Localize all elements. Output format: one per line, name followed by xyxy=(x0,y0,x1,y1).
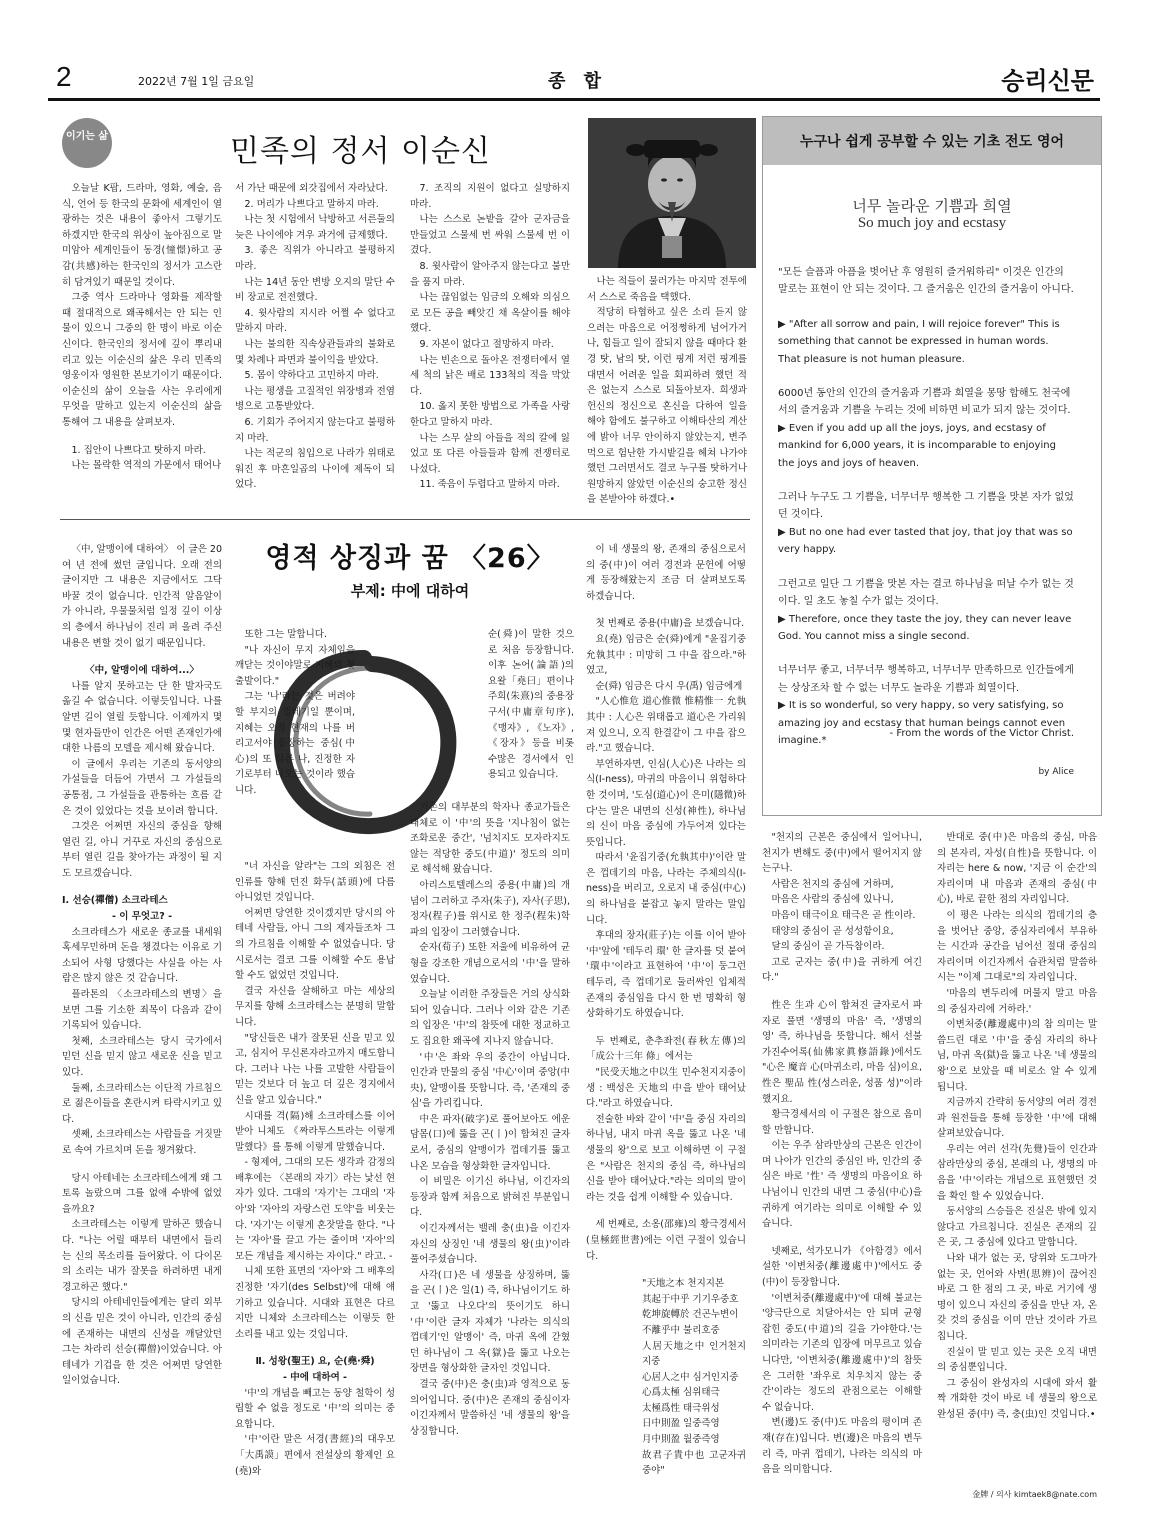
article1-column-4 xyxy=(587,274,747,508)
paragraph-korean: "모든 슬픔과 아픔을 벗어난 후 영원히 즐거워하리" 이것은 인간의 말로는 표현이 안 되는 것이다. 그 즐거움은 인간의 즐거움이 아니다. xyxy=(778,267,1074,296)
paragraph: 이 비밀은 이기신 하나님, 이긴자의 등장과 함께 처음으로 밝혀진 부분입니다. xyxy=(410,1176,570,1219)
paragraph: 1. 집안이 나쁘다고 탓하지 마라. xyxy=(71,444,206,456)
paragraph: 소크라테스가 새로운 종교를 내세워 혹세무민하며 돈을 챙겼다는 이유로 기소되어 사형 당했다는 사실을 아는 사람은 많지 않은 것 같습니다. xyxy=(62,926,222,985)
section-heading: 〈中, 알맹이에 대하여...〉 xyxy=(85,665,199,677)
column-badge: 이기는 삶 xyxy=(62,118,112,168)
box-banner-title: 누구나 쉽게 공부할 수 있는 기초 전도 영어 xyxy=(799,134,1065,150)
paragraph: 9. 자본이 없다고 절망하지 마라. xyxy=(419,338,554,350)
paragraph: 결국 자신을 살해하고 마는 세상의 무지를 향해 소크라테스는 분명히 말합니다. xyxy=(235,985,395,1028)
article1-column-3 xyxy=(410,181,570,493)
paragraph: 나를 알지 못하고는 단 한 발자국도 옮길 수 없습니다. 이렇듯입니다. 나를 알면 길이 열릴 듯합니다. 이제까지 몇몇 현자들만이 인간은 어떤 존재인가에 대한 나름의 모델을 제시해 왔습니다. xyxy=(62,680,222,755)
paragraph: 나는 스무 살의 아들을 적의 칼에 잃었고 또 다른 아들들과 함께 전쟁터로 나섰다. xyxy=(410,432,570,475)
paragraph: 이변처중(離邊處中)의 참 의미는 말씀드린 대로 '中'을 중심 자리의 하나님, 마귀 옥(獄)을 뚫고 나온 '네 생물의 왕'으로 보았을 때 비로소 알 수 있게 됩니다. xyxy=(937,1019,1097,1093)
paragraph: 5. 몸이 약하다고 고민하지 마라. xyxy=(244,370,379,382)
paragraph: 순자(荀子) 또한 저울에 비유하여 균형을 강조한 개념으로서의 '中'을 말하였습니다. xyxy=(410,942,570,985)
paragraph: 나는 14년 동안 변방 오지의 말단 수비 장교로 전전했다. xyxy=(235,276,395,304)
article2-subtitle: 부제: 中에 대하여 xyxy=(350,582,470,600)
portrait-image xyxy=(588,118,756,268)
paragraph: 기존의 대부분의 학자나 종교가들은 대체로 이 '中'의 뜻을 '지나침이 없는 조화로운 중간', '넘치지도 모자라지도 않는 적당한 중도(中道)' 정도의 의미로 해석해 왔습니다. xyxy=(410,802,570,876)
paragraph: 나는 불의한 직속상관들과의 불화로 몇 차례나 파면과 불이익을 받았다. xyxy=(235,338,395,366)
verse-line: 달의 중심이 곧 가득참이라. xyxy=(771,941,885,953)
paragraph: 반대로 중(中)은 마음의 중심, 마음의 본자리, 자성(自性)을 뜻합니다. 이 자리는 here & now, '지금 이 순간'의 자리이며 내 마음과 존재의 중심(中心), 바로 끝한 점의 자리입니다. xyxy=(937,832,1097,906)
paragraph: '이변처중(離邊處中)'에 대해 불교는 '양극단으로 치달아서는 안 되며 균형 잡힌 중도(中道)의 길을 가야한다.'는 의미라는 기존의 입장에 머무르고 있습니다만, '이변처중(離邊處中)'의 참뜻은 그러한 '좌우로 치우치지 않는 중간'이라는 정도의 관점으로는 이해할 수 없습니다. xyxy=(762,1292,922,1413)
paragraph: 플라톤의 〈소크라테스의 변명〉을 보면 그를 기소한 죄목이 다음과 같이 기록되어 있습니다. xyxy=(62,989,222,1032)
paragraph: "너 자신을 알라"는 그의 외침은 전 인류를 향해 던진 화두(話頭)에 다름 아니었던 것입니다. xyxy=(235,861,395,904)
byline: by Alice xyxy=(1038,767,1074,777)
section-name: 종 합 xyxy=(548,71,608,92)
paragraph: 그것은 어쩌면 자신의 중심을 향해 열린 길, 아니 거꾸로 자신의 중심으로부터 열린 길을 찾아가는 과정이 될 지도 모르겠습니다. xyxy=(62,821,222,879)
paragraph: 이 평은 나라는 의식의 껍데기의 층을 벗어난 중앙, 중심자리에서 부유하는 시간과 공간을 넘어선 절대 중심의 자리이며 이긴자께서 습관처럼 말씀하시는 "이제 그대로"의 자리입니다. xyxy=(937,909,1097,984)
article2-column-4 xyxy=(586,542,746,1479)
verse-line: 마음은 사람의 중심에 있나니, xyxy=(771,894,894,906)
hanja-verse: "天地之本 천지지본 其起于中乎 기기우중호 乾坤旋轉於 건곤누변이 不離乎中 불리호중 人居天地之中 인거천지지중 心居人之中 심거인지중 心爲太極 심위태극 太極爲性 태극위성 日中則盈 일중즉영 月中則盈 월중즉영 故君子貴中也 고군자귀중야" xyxy=(642,1278,746,1477)
paragraph: 나는 스스로 논밭을 갈아 군자금을 만들었고 스물세 번 싸워 스물세 번 이겼다. xyxy=(410,214,570,257)
verse-line: 사람은 천지의 중심에 거하며, xyxy=(771,878,894,890)
page-header xyxy=(48,55,1100,101)
paragraph: 또한 그는 말합니다. xyxy=(244,629,327,640)
paragraph: 니체 또한 표면의 '자아'와 그 배후의 진정한 '자기(des Selbst)'에 대해 얘기하고 있습니다. 시대와 표현은 다르지만 니체와 소크라테스는 이렇듯 한 소리를 내고 있는 것입니다. xyxy=(235,1266,395,1340)
paragraph: 이 네 생물의 왕, 존재의 중심으로서의 중(中)이 여러 경전과 문헌에 어떻게 등장해왔는지 조금 더 살펴보도록 하겠습니다. xyxy=(586,544,746,602)
paragraph-korean: 그러나 누구도 그 기쁨을, 너무너무 행복한 그 기쁨을 맛본 자가 없었던 것이다. xyxy=(778,492,1074,521)
paragraph: '中'이란 말은 서경(書經)의 대우모「大禹謨」편에서 전설상의 황제인 요(堯)와 xyxy=(235,1434,395,1477)
paragraph: 지금까지 간략히 동서양의 여러 경전과 원전들을 통해 등장한 '中'에 대해 살펴보았습니다. xyxy=(937,1097,1097,1140)
paragraph: 소크라테스는 이렇게 말하곤 했습니다. "나는 어릴 때부터 내면에서 들리는 신의 목소리를 들어왔다. 이 다이몬의 소리는 내가 잘못을 하려하면 내게 경고하곤 했다." xyxy=(62,1219,222,1293)
paragraph: 첫 번째로 중용(中庸)을 보겠습니다. xyxy=(595,618,745,630)
section-heading: Ⅰ. 선승(禪僧) 소크라테스 xyxy=(62,895,168,907)
paragraph-english: ▶ It is so wonderful, so very happy, so very satisfying, so amazing joy and ecstasy that human beings cannot even imagine.* xyxy=(778,700,1066,746)
paragraph: 나는 끊임없는 임금의 오해와 의심으로 모든 공을 빼앗긴 채 옥살이를 해야 했다. xyxy=(410,292,570,335)
box-title-english: So much joy and ecstasy xyxy=(857,215,1007,231)
paragraph: 그 중심이 완성자의 시대에 와서 활짝 개화한 것이 바로 네 생물의 왕으로 완성된 중(中) 즉, 충(虫)인 것입니다.• xyxy=(937,1377,1097,1420)
paragraph: 요(堯) 임금은 순(舜)에게 "윤집기중 允執其中 : 미망히 그 中을 잡으라."하였고, xyxy=(586,633,746,677)
paragraph: - 형제여, 그대의 모든 생각과 감정의 배후에는 〈본래의 자기〉라는 낯선 현자가 있다. 그대의 '자기'는 그대의 '자아'와 '자아의 자랑스런 도약'을 비웃는다. '자기'는 이렇게 혼잣말을 한다. "나는 '자아'를 끌고 가는 줄이며 '자아'의 모든 개념을 제시하는 자이다." 라고. - xyxy=(235,1157,395,1262)
article2-column-5 xyxy=(762,830,922,1478)
paragraph: 결국 중(中)은 충(虫)과 영적으로 동의어입니다. 중(中)은 존재의 중심이자 이긴자께서 말씀하신 '네 생물의 왕'을 상징합니다. xyxy=(410,1378,570,1437)
issue-date: 2022년 7월 1일 금요일 xyxy=(138,75,255,88)
paragraph: 적당히 타협하고 싶은 소리 듣지 않으려는 마음으로 어정쩡하게 넘어가거나, 힘들고 일이 잘되지 않을 때마다 환경 탓, 남의 탓, 이런 핑계 저런 핑계를 대면서 어려운 일을 회피하려 했던 적은 없는지 스스로 되돌아보자. 희생과 헌신의 정신으로 혼신을 다하여 일을 해야 함에도 불구하고 이해타산의 계산에 밝아 너무 안이하지 않았는지, 변주먹으로 험난한 가시밭길을 헤쳐 나가야 했던 그러면서도 결코 누구를 탓하거나 원망하지 않았던 이순신의 숭고한 정신을 본받아야 하겠다.• xyxy=(587,307,747,506)
paragraph: '中'은 좌와 우의 중간이 아닙니다. 인간과 만물의 중심 '中心'이며 중앙(中央), 알맹이를 뜻합니다. 즉, '존재의 중심'을 가리킵니다. xyxy=(410,1051,570,1110)
paragraph: 나는 첫 시험에서 낙방하고 서른둘의 늦은 나이에야 겨우 과거에 급제했다. xyxy=(235,214,395,241)
article2-column-2 xyxy=(235,859,395,1479)
paragraph: 당시의 아테네인들에게는 달리 외부의 신을 믿은 것이 아니라, 인간의 중심에 존재하는 내면의 신성을 깨달았던 그는 차라리 선승(禪僧)이었습니다. 아테네가 기겁을 한 것은 어쩌면 당연한 일이었습니다. xyxy=(62,1297,222,1387)
article2-column-6 xyxy=(937,830,1097,1423)
paragraph: 10. 옳지 못한 방법으로 가족을 사랑한다고 말하지 마라. xyxy=(410,401,570,428)
paragraph: 오늘날 K팝, 드라마, 영화, 예술, 음식, 언어 등 한국의 문화에 세계인이 열광하는 것은 내용이 좋아서 그렇기도 하겠지만 한국의 위상이 높아짐으로 말미암아 세계인들이 동경(憧憬)하고 공감(共感)하는 한국인의 정서가 고스란히 담겨있기 때문일 것이다. xyxy=(62,183,222,288)
admiral-portrait-icon xyxy=(588,118,756,268)
article1-title: 민족의 정서 이순신 xyxy=(230,134,491,169)
article2-column-3 xyxy=(410,800,570,1439)
paragraph: 나와 내가 없는 곳, 당위와 도그마가 없는 곳, 언어와 사변(思辨)이 끊어진 바로 그 한 점의 그 곳, 바로 거기에 생명이 있으니 자신의 중심을 만난 자, 온갖 것의 중심을 이미 만난 것이라 가르칩니다. xyxy=(937,1253,1097,1342)
paragraph: 황극경세서의 이 구절은 참으로 음미할 만합니다. xyxy=(762,1109,922,1136)
paragraph: 세 번째로, 소옹(邵雍)의 황극경세서(皇極經世書)에는 이런 구절이 있습니다. xyxy=(586,1219,746,1262)
paragraph: 그는 '나'라는 것은 버려야할 부지의 껍데기일 뿐이며, 지혜는 오직 현재의 나를 버리고서야 등장하는 중심(中心)의 또 다른 나, 진정한 자기로부터 나오는 것이라 했습니다. xyxy=(235,691,355,796)
paragraph: 따라서 '윤집기중(允執其中)'이란 말은 껍데기의 마음, 나라는 주체의식(I-ness)을 버리고, 오로지 내 중심(中心)의 하나님을 붙잡고 놓지 말라는 말입니다. xyxy=(586,852,746,926)
paragraph: '마음의 변두리에 머물지 말고 마음의 중심자리에 거하라.' xyxy=(937,987,1097,1015)
article1-column-2 xyxy=(235,181,395,493)
paragraph: 아리스토텔레스의 중용(中庸)의 개념이 그러하고 주자(朱子), 자사(子思), 정자(程子)를 위시로 한 정주(程朱)학파의 입장이 그러했습니다. xyxy=(410,879,570,938)
paragraph: 서 가난 때문에 외갓집에서 자라났다. xyxy=(235,183,388,194)
paragraph: 나는 적들이 물러가는 마지막 전투에서 스스로 죽음을 택했다. xyxy=(587,276,747,303)
quote-source: - From the words of the Victor Christ. xyxy=(889,728,1074,739)
box-body xyxy=(778,264,1074,749)
paragraph: 이긴자께서는 밸레 충(虫)을 이긴자 자신의 상징인 '네 생물의 왕(虫)'이라 풀어주셨습니다. xyxy=(410,1223,570,1266)
paragraph: 둘째, 소크라테스는 이단적 가르침으로 젊은이들을 혼란시켜 타락시키고 있다. xyxy=(62,1082,222,1125)
paragraph: 사각(口)은 네 생물을 상징하며, 뚫을 곤(丨)은 일(1) 즉, 하나님이기도 하고 '뚫고 나오다'의 뜻이기도 하니 '中'이란 글자 자체가 '나라는 의식의 껍데기'인 알맹이' 즉, 마귀 옥에 갇혔던 하나님이 그 옥(獄)을 뚫고 나오는 장면을 형상화한 글자인 것입니다. xyxy=(410,1269,570,1375)
paragraph: 11. 죽음이 두렵다고 말하지 마라. xyxy=(419,479,560,491)
paragraph: 그중 역사 드라마나 영화를 제작할 때 절대적으로 왜곡해서는 안 되는 인물이 있으니 그중의 한 명이 바로 이순신이다. 한국인의 정서에 깊이 뿌리내리고 있는 이순신의 삶은 우리 민족의 영웅이자 영원한 본보기이기 때문이다. 이순신의 삶이 오늘을 사는 우리에게 무엇을 말하고 있는지 이순신의 삶을 통해여 그 내용을 살펴보자. xyxy=(62,292,222,428)
paragraph: 오늘날 이러한 주장들은 거의 상식화되어 있습니다. 그러나 이와 같은 기존의 입장은 '中'의 참뜻에 대한 정교하고도 집요한 왜곡에 지나지 않습니다. xyxy=(410,989,570,1047)
section-divider xyxy=(60,519,750,520)
paragraph-english: ▶ But no one had ever tasted that joy, that joy that was so very happy. xyxy=(778,526,1073,556)
paragraph: 전술한 바와 같이 '中'을 중심 자리의 하나님, 내지 마귀 옥을 뚫고 나온 '네 생물의 왕'으로 보고 이해하면 이 구절은 "사람은 천지의 중심 즉, 하나님의 신을 받아 태어났다."라는 의미의 말이라는 것을 쉽게 이해할 수 있습니다. xyxy=(586,1113,746,1203)
verse-line: 마음이 태극이요 태극은 곧 性이라. xyxy=(771,909,916,921)
article2-title: 영적 상징과 꿈 〈26〉 xyxy=(265,543,555,574)
paragraph-korean: 6000년 동안의 인간의 즐거움과 기쁨과 희열을 몽땅 합해도 천국에서의 즐거움과 기쁨을 누리는 것에 비하면 비교가 되지 않는 것이다. xyxy=(778,388,1071,417)
verse-line: "천지의 근본은 중심에서 일어나니, 천지가 변해도 중(中)에서 떨어지지 않는구나. xyxy=(762,832,922,875)
paragraph: 4. 윗사람의 지시라 어쩔 수 없다고 말하지 마라. xyxy=(235,307,395,335)
author-credit: 金牌 / 의사 kimtaek8@nate.com xyxy=(972,1490,1097,1499)
paragraph: 나는 적군의 침입으로 나라가 위태로워진 후 마흔일곱의 나이에 제독이 되었다. xyxy=(235,448,395,491)
paragraph: '中'의 개념을 빼고는 동양 철학이 성립할 수 없을 정도로 '中'의 의미는 중요합니다. xyxy=(235,1387,395,1430)
paragraph: 순(舜)이 말한 것으로 처음 등장합니다. 이후 논어(論語)의 요왈「堯曰」편이나 주희(朱熹)의 중용장구서(中庸章句序), 《맹자》, 《노자》, 《장자》등을 비롯 수많은 경서에서 인용되고 있습니다. xyxy=(488,629,574,781)
paragraph: "당신들은 내가 잘못된 신을 믿고 있고, 심지어 무신론자라고까지 매도합니다. 그러나 나는 나를 고발한 사람들이 믿는 것보다 더 높고 더 깊은 경지에서 신을 알고 있습니다." xyxy=(235,1032,395,1106)
paragraph: 이 글에서 우리는 기존의 동서양의 가설들을 더듬어 가면서 그 가설들의 공통점, 그 가설들을 관통하는 흐름 같은 것이 있었다는 것을 보이려 합니다. xyxy=(62,758,222,817)
section-heading: Ⅱ. 성왕(聖王) 요, 순(堯·舜) xyxy=(255,1356,375,1368)
paragraph-english: ▶ Therefore, once they taste the joy, they can never leave God. You cannot miss a single second. xyxy=(778,613,1072,642)
section-subheading: - 中에 대하여 - xyxy=(282,1372,348,1383)
paragraph: "民受天地之中以生 민수천지지중이생 : 백성은 天地의 中을 받아 태어났다."라고 하였습니다. xyxy=(586,1067,746,1110)
article2-column-3-top xyxy=(488,627,574,783)
newspaper-logo: 승리신문 xyxy=(1001,67,1094,95)
paragraph: 셋째, 소크라테스는 사람들을 거짓말로 속여 가르치며 돈을 챙겨왔다. xyxy=(62,1129,222,1156)
article2-column-2-top xyxy=(235,627,355,799)
box-title-korean: 너무 놀라운 기쁨과 희열 xyxy=(852,197,1012,215)
paragraph: 순(舜) 임금은 다시 우(禹) 임금에게 xyxy=(595,680,743,692)
article1-column-1 xyxy=(62,181,222,474)
page-number: 2 xyxy=(56,61,72,92)
paragraph: 2. 머리가 나쁘다고 말하지 마라. xyxy=(244,198,379,210)
paragraph: 6. 기회가 주어지지 않는다고 불평하지 마라. xyxy=(235,416,395,444)
paragraph-english: ▶ Even if you add up all the joys, joys, and ecstasy of mankind for 6,000 years, it is incomparable to enjoying the joys and joys of heaven. xyxy=(778,422,1056,469)
paragraph: 7. 조직의 지원이 없다고 실망하지 마라. xyxy=(410,183,570,210)
paragraph: 〈中, 알맹이에 대하여〉 이 글은 20여 년 전에 썼던 글입니다. 오래 전의 글이지만 그 내용은 지금에서도 그닥 바꿀 것이 없습니다. 인간적 알음알이가 아니라, 우물물처럼 일정 깊이 이상의 층에서 하나님이 진리 퍼 올려 주신 내용은 변할 것이 없기 때문입니다. xyxy=(62,544,222,649)
paragraph: 나는 몰락한 역적의 가문에서 태어나 xyxy=(71,460,222,472)
paragraph: 中은 파자(破字)로 풀어보아도 에운담몸(口)에 뚫을 곤(丨)이 합쳐진 글자로서, 중심의 알맹이가 껍데기를 뚫고 나온 모습을 형상화한 글자입니다. xyxy=(410,1113,570,1172)
paragraph: 8. 윗사람이 알아주지 않는다고 불만을 품지 마라. xyxy=(410,260,570,288)
paragraph: 넷째로, 석가모니가 《아함경》에서 설한 '이변처중(離邊處中)'에서도 중(中)이 등장합니다. xyxy=(762,1245,922,1289)
paragraph: 나는 평생을 고질적인 위장병과 전염병으로 고통받았다. xyxy=(235,385,395,413)
paragraph: 시대를 격(隔)해 소크라테스를 이어받아 니체도 《짜라투스트라는 이렇게 말했다》를 통해 이렇게 말했습니다. xyxy=(235,1110,395,1153)
article2-column-1 xyxy=(62,542,222,1389)
paragraph-korean: 너무너무 좋고, 너무너무 행복하고, 너무너무 만족하므로 인간들에게는 상상조차 할 수 없는 너무도 놀라운 기쁨과 희열이다. xyxy=(778,665,1074,694)
paragraph: 진실이 말 믿고 있는 곳은 오직 내면의 중심뿐입니다. xyxy=(937,1346,1097,1374)
paragraph: 당시 아테네는 소크라테스에게 왜 그토록 놀랐으며 그를 없애 수밖에 없었을까요? xyxy=(62,1172,222,1215)
paragraph: "나 자신이 무지 자체임을 깨닫는 것이야말로 지혜의 첫 출발이다." xyxy=(235,644,355,687)
paragraph: 3. 좋은 직위가 아니라고 불평하지 마라. xyxy=(235,245,395,272)
paragraph: 첫째, 소크라테스는 당시 국가에서 믿던 신을 믿지 않고 새로운 신을 믿고 있다. xyxy=(62,1035,222,1078)
section-subheading: - 이 무엇고? - xyxy=(111,911,173,923)
paragraph: 어쩌면 당연한 것이겠지만 당시의 아테네 사람들, 아니 그의 제자들조차 그의 가르침을 이해할 수 없었습니다. 당시로서는 결코 그를 이해할 수도 용납할 수도 없었던 것입니다. xyxy=(235,907,395,982)
paragraph: 이는 우주 삼라만상의 근본은 인간이며 나아가 인간의 중심인 바, 인간의 중심은 바로 '性' 즉 생명의 마음이요 하나님이니 인간의 내면 그 중심(中心)을 귀하게 여기라는 의미로 이해할 수 있습니다. xyxy=(762,1140,922,1230)
paragraph: 나는 빈손으로 돌아온 전쟁터에서 열세 척의 낡은 배로 133척의 적을 막았다. xyxy=(410,354,570,397)
paragraph: "人心惟危 道心惟微 惟精惟一 允執其中 : 人心은 위태롭고 道心은 가리워져 있으니, 오직 한결같이 그 中을 잡으라."고 했습니다. xyxy=(586,696,746,755)
paragraph-korean: 그런고로 일단 그 기쁨을 맛본 자는 결코 하나님을 떠날 수가 없는 것이다. 일 초도 놓칠 수가 없는 것이다. xyxy=(778,578,1074,608)
paragraph: 동서양의 스승들은 진실은 밖에 있지 않다고 가르칩니다. 진실은 존재의 깊은 곳, 그 중심에 있다고 말합니다. xyxy=(937,1206,1097,1249)
verse-line: 고로 군자는 중(中)을 귀하게 여긴다." xyxy=(762,956,922,984)
paragraph: 두 번째로, 춘추좌전(春秋左傳)의「成公十三年 條」에서는 xyxy=(586,1035,746,1063)
paragraph: 변(邊)도 중(中)도 마음의 평이며 존재(存在)입니다. 변(邊)은 마음의 변두리 즉, 마귀 껍데기, 나라는 의식의 마음을 의미합니다. xyxy=(762,1417,922,1476)
paragraph: 후대의 장자(莊子)는 이를 이어 받아 '中'앞에 '테두리 環' 한 글자를 덧 붙여 '環中'이라고 표현하여 '中'이 둥그런 테두리, 즉 껍데기로 둘러싸인 입체적 존재의 중심임을 다시 한 번 명확히 형상화하기도 하였습니다. xyxy=(586,930,746,1020)
paragraph: 부연하자면, 인심(人心)은 나라는 의식(I-ness), 마귀의 마음이니 위험하다 한 것이며, '도심(道心)이 은미(隱微)하다'는 말은 내면의 신성(神性), 하나님의 신이 마음 중심에 가두어져 있다는 뜻입니다. xyxy=(586,758,746,848)
paragraph-english: ▶ "After all sorrow and pain, I will rejoice forever" This is something that cannot be expressed in human words. That pleasure is not human pleasure. xyxy=(778,318,1060,365)
verse-line: 태양의 중심이 곧 성성함이요, xyxy=(771,925,894,937)
english-study-box xyxy=(762,116,1102,816)
paragraph: 性은 生과 心이 합쳐진 글자로서 파자로 풀면 '생명의 마음' 즉, '생명의 영' 즉, 하나님을 뜻합니다. 해서 선불가진수어록(仙佛家眞修語錄)에서도 "心은 魔音 心(마귀소리, 마음 심)이요, 性은 聖品 性(성스러운, 성품 성)"이라 했지요. xyxy=(762,999,922,1105)
paragraph: 우리는 여러 선각(先覺)들이 인간과 삼라만상의 중심, 본래의 나, 생명의 마음을 '中'이라는 개념으로 표현했던 것을 확인 할 수 있었습니다. xyxy=(937,1143,1097,1202)
